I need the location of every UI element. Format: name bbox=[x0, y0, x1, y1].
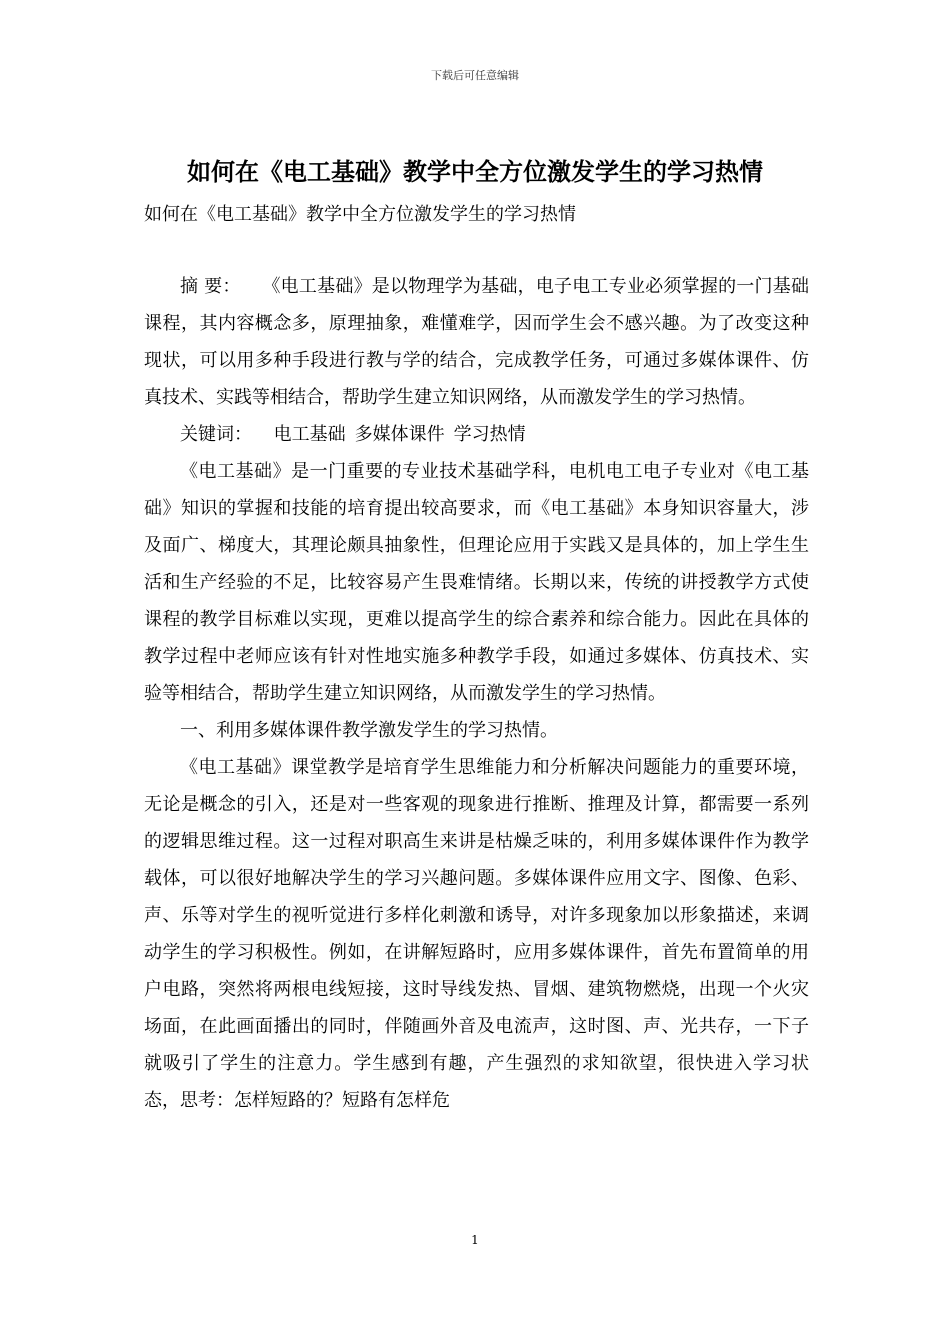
body-paragraph: 《电工基础》是一门重要的专业技术基础学科，电机电工电子专业对《电工基础》知识的掌握和技能的培育提出较高要求，而《电工基础》本身知识容量大，涉及面广、梯度大，其理论颇具抽象性，但理论应用于实践又是具体的，加上学生生活和生产经验的不足，比较容易产生畏难情绪。长期以来，传统的讲授教学方式使课程的教学目标难以实现，更难以提高学生的综合素养和综合能力。因此在具体的教学过程中老师应该有针对性地实施多种教学手段，如通过多媒体、仿真技术、实验等相结合，帮助学生建立知识网络，从而激发学生的学习热情。 bbox=[144, 461, 809, 704]
document-subtitle: 如何在《电工基础》教学中全方位激发学生的学习热情 bbox=[144, 204, 576, 225]
abstract-text: 《电工基础》是以物理学为基础，电子电工专业必须掌握的一门基础课程，其内容概念多，原理抽象，难懂难学，因而学生会不感兴趣。为了改变这种现状，可以用多种手段进行教与学的结合，完成教学任务，可通过多媒体课件、仿真技术、实践等相结合，帮助学生建立知识网络，从而激发学生的学习热情。 bbox=[144, 276, 809, 408]
keywords-paragraph bbox=[144, 416, 809, 453]
abstract-paragraph bbox=[144, 268, 809, 416]
abstract-label: 摘 要： bbox=[180, 276, 241, 297]
document-body bbox=[144, 268, 809, 1119]
section-heading: 一、利用多媒体课件教学激发学生的学习热情。 bbox=[180, 720, 558, 741]
header-note: 下载后可任意编辑 bbox=[431, 69, 519, 82]
keyword: 多媒体课件 bbox=[354, 424, 445, 445]
keywords-label: 关键词： bbox=[180, 424, 252, 445]
keyword: 电工基础 bbox=[273, 424, 346, 445]
document-title: 如何在《电工基础》教学中全方位激发学生的学习热情 bbox=[187, 157, 763, 186]
keyword: 学习热情 bbox=[453, 424, 526, 445]
page-number: 1 bbox=[471, 1233, 479, 1247]
body-paragraph: 《电工基础》课堂教学是培育学生思维能力和分析解决问题能力的重要环境，无论是概念的引入，还是对一些客观的现象进行推断、推理及计算，都需要一系列的逻辑思维过程。这一过程对职高生来讲是枯燥乏味的，利用多媒体课件作为教学载体，可以很好地解决学生的学习兴趣问题。多媒体课件应用文字、图像、色彩、声、乐等对学生的视听觉进行多样化刺激和诱导，对许多现象加以形象描述，来调动学生的学习积极性。例如，在讲解短路时，应用多媒体课件，首先布置简单的用户电路，突然将两根电线短接，这时导线发热、冒烟、建筑物燃烧，出现一个火灾场面，在此画面播出的同时，伴随画外音及电流声，这时图、声、光共存，一下子就吸引了学生的注意力。学生感到有趣，产生强烈的求知欲望，很快进入学习状态，思考：怎样短路的？短路有怎样危 bbox=[144, 757, 809, 1111]
